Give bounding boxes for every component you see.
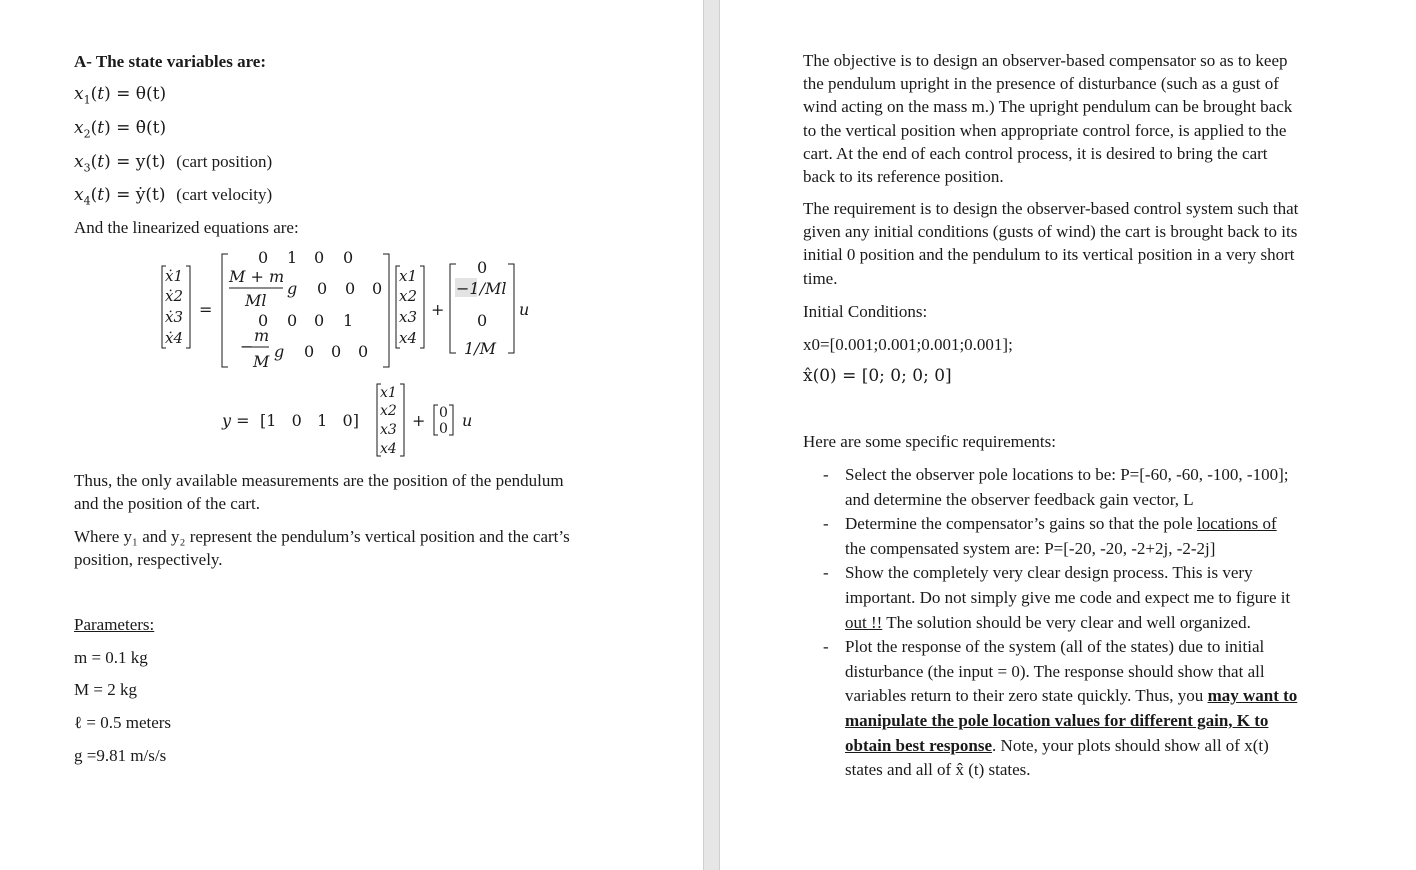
linearized-intro: And the linearized equations are: — [74, 218, 299, 237]
a-r3c2: 0 — [287, 311, 298, 330]
a-r3c1: 0 — [258, 311, 269, 330]
a-r3c4: 1 — [343, 311, 354, 330]
b-4: 1/M — [464, 339, 496, 358]
requirement-item: - Select the observer pole locations to be: P=[-60, -60, -100, -100]; and determine the observer feedback gain vector, L — [823, 465, 1289, 509]
heading: A- The state variables are: — [74, 52, 267, 71]
b-2: −1/Ml — [456, 279, 507, 298]
xhat0-value: x̂(0) = [0; 0; 0; 0] — [803, 366, 952, 386]
x-2: x2 — [399, 287, 418, 305]
para2-line1: Where y₁ and y₂ represent the pendulum’s vertical position and the cart’s — [74, 527, 570, 546]
a-r4c2: 0 — [304, 342, 315, 361]
param-m: m = 0.1 kg — [74, 648, 148, 667]
c-matrix: [1 0 1 0] — [260, 411, 359, 430]
a-r1c1: 0 — [258, 248, 269, 267]
requirement-item: - Show the completely very clear design process. This is very important. Do not simply give me code and expect me to figure it out !! The solution should be very clear and well organized. — [823, 563, 1291, 632]
b-1: 0 — [477, 258, 488, 277]
left-page — [0, 0, 703, 870]
equals-sign: = — [199, 300, 213, 319]
x-1: x1 — [399, 267, 418, 285]
page-gutter — [703, 0, 720, 870]
xdot-3: ẋ3 — [165, 308, 184, 326]
para1-line2: and the position of the cart. — [74, 494, 261, 513]
requirement-paragraph: The requirement is to design the observer-based control system such that given any initial conditions (gusts of wind) the cart is brought back to its initial 0 position and the pendulum to its vertical position in a very short time. — [803, 199, 1299, 288]
ox-1: x1 — [380, 385, 397, 401]
param-g: g =9.81 m/s/s — [74, 746, 167, 765]
state-def-3: $x_3(t) = y(t)$ (cart position) — [74, 152, 273, 175]
a-r4-den: M — [253, 352, 270, 371]
plus-sign: + — [431, 300, 445, 319]
a-r4-num: m — [254, 326, 270, 345]
param-M: M = 2 kg — [74, 680, 137, 699]
state-equation — [150, 240, 550, 375]
state-def-2: $x_2(t)$ = θ̇(t) — [74, 118, 167, 141]
a-r2c3: 0 — [345, 279, 356, 298]
para1-line1: Thus, the only available measurements are the position of the pendulum — [74, 471, 564, 490]
a-r1c3: 0 — [314, 248, 325, 267]
ox-2: x2 — [380, 403, 397, 419]
state-def-4: $x_4(t)$ = ẏ(t) (cart velocity) — [74, 185, 273, 208]
ox-3: x3 — [380, 422, 397, 438]
state-def-1: $x_1(t) = \theta(t)$ — [74, 84, 167, 107]
x-4: x4 — [399, 329, 418, 347]
a-r2-g: g — [287, 279, 298, 298]
a-r2-num: M + m — [229, 267, 285, 286]
a-r2-den: Ml — [245, 291, 267, 310]
right-page — [720, 0, 1416, 870]
y-lhs: y = — [222, 411, 250, 430]
d-2: 0 — [439, 421, 448, 437]
a-r4-g: g — [274, 342, 285, 361]
xdot-2: ẋ2 — [165, 287, 184, 305]
a-r1c4: 0 — [343, 248, 354, 267]
x-3: x3 — [399, 308, 418, 326]
a-r4c4: 0 — [358, 342, 369, 361]
xdot-1: ẋ1 — [165, 267, 184, 285]
ic-title: Initial Conditions: — [803, 302, 928, 321]
output-u: u — [462, 411, 473, 430]
u-input: u — [519, 300, 530, 319]
requirements-list — [803, 463, 1363, 783]
para2-line2: position, respectively. — [74, 550, 223, 569]
a-r4c3: 0 — [331, 342, 342, 361]
objective-paragraph: The objective is to design an observer-based compensator so as to keep the pendulum upright in the presence of disturbance (such as a gust of wind acting on the mass m.) The upright pendulum can be brought back to the vertical position when appropriate control force, is applied to the cart. At the end of each control process, it is desired to bring the cart back to its reference position. — [803, 51, 1293, 187]
a-r2c2: 0 — [317, 279, 328, 298]
a-r1c2: 1 — [287, 248, 298, 267]
a-r2c4: 0 — [372, 279, 383, 298]
params-title: Parameters: — [74, 615, 155, 634]
a-r4-sign: − — [240, 337, 254, 356]
specific-title: Here are some specific requirements: — [803, 432, 1056, 451]
param-l: ℓ = 0.5 meters — [74, 713, 172, 732]
ox-4: x4 — [380, 441, 397, 457]
output-equation — [215, 378, 495, 462]
output-plus: + — [412, 411, 426, 430]
x0-value: x0=[0.001;0.001;0.001;0.001]; — [803, 335, 1013, 354]
d-1: 0 — [439, 405, 448, 421]
requirement-item: - Determine the compensator’s gains so that the pole locations of the compensated system are: P=[-20, -20, -2+2j, -2-2j] — [823, 514, 1277, 558]
requirement-item: - Plot the response of the system (all of the states) due to initial disturbance (the input = 0). The response should show that all variables return to their zero state quickly. Thus, you may want to manipulate the pole location values for different gain, K to obtain best response. Note, your plots should show all of x(t) states and all of x̂ (t) states. — [823, 637, 1298, 780]
xdot-4: ẋ4 — [165, 329, 184, 347]
a-r3c3: 0 — [314, 311, 325, 330]
b-3: 0 — [477, 311, 488, 330]
